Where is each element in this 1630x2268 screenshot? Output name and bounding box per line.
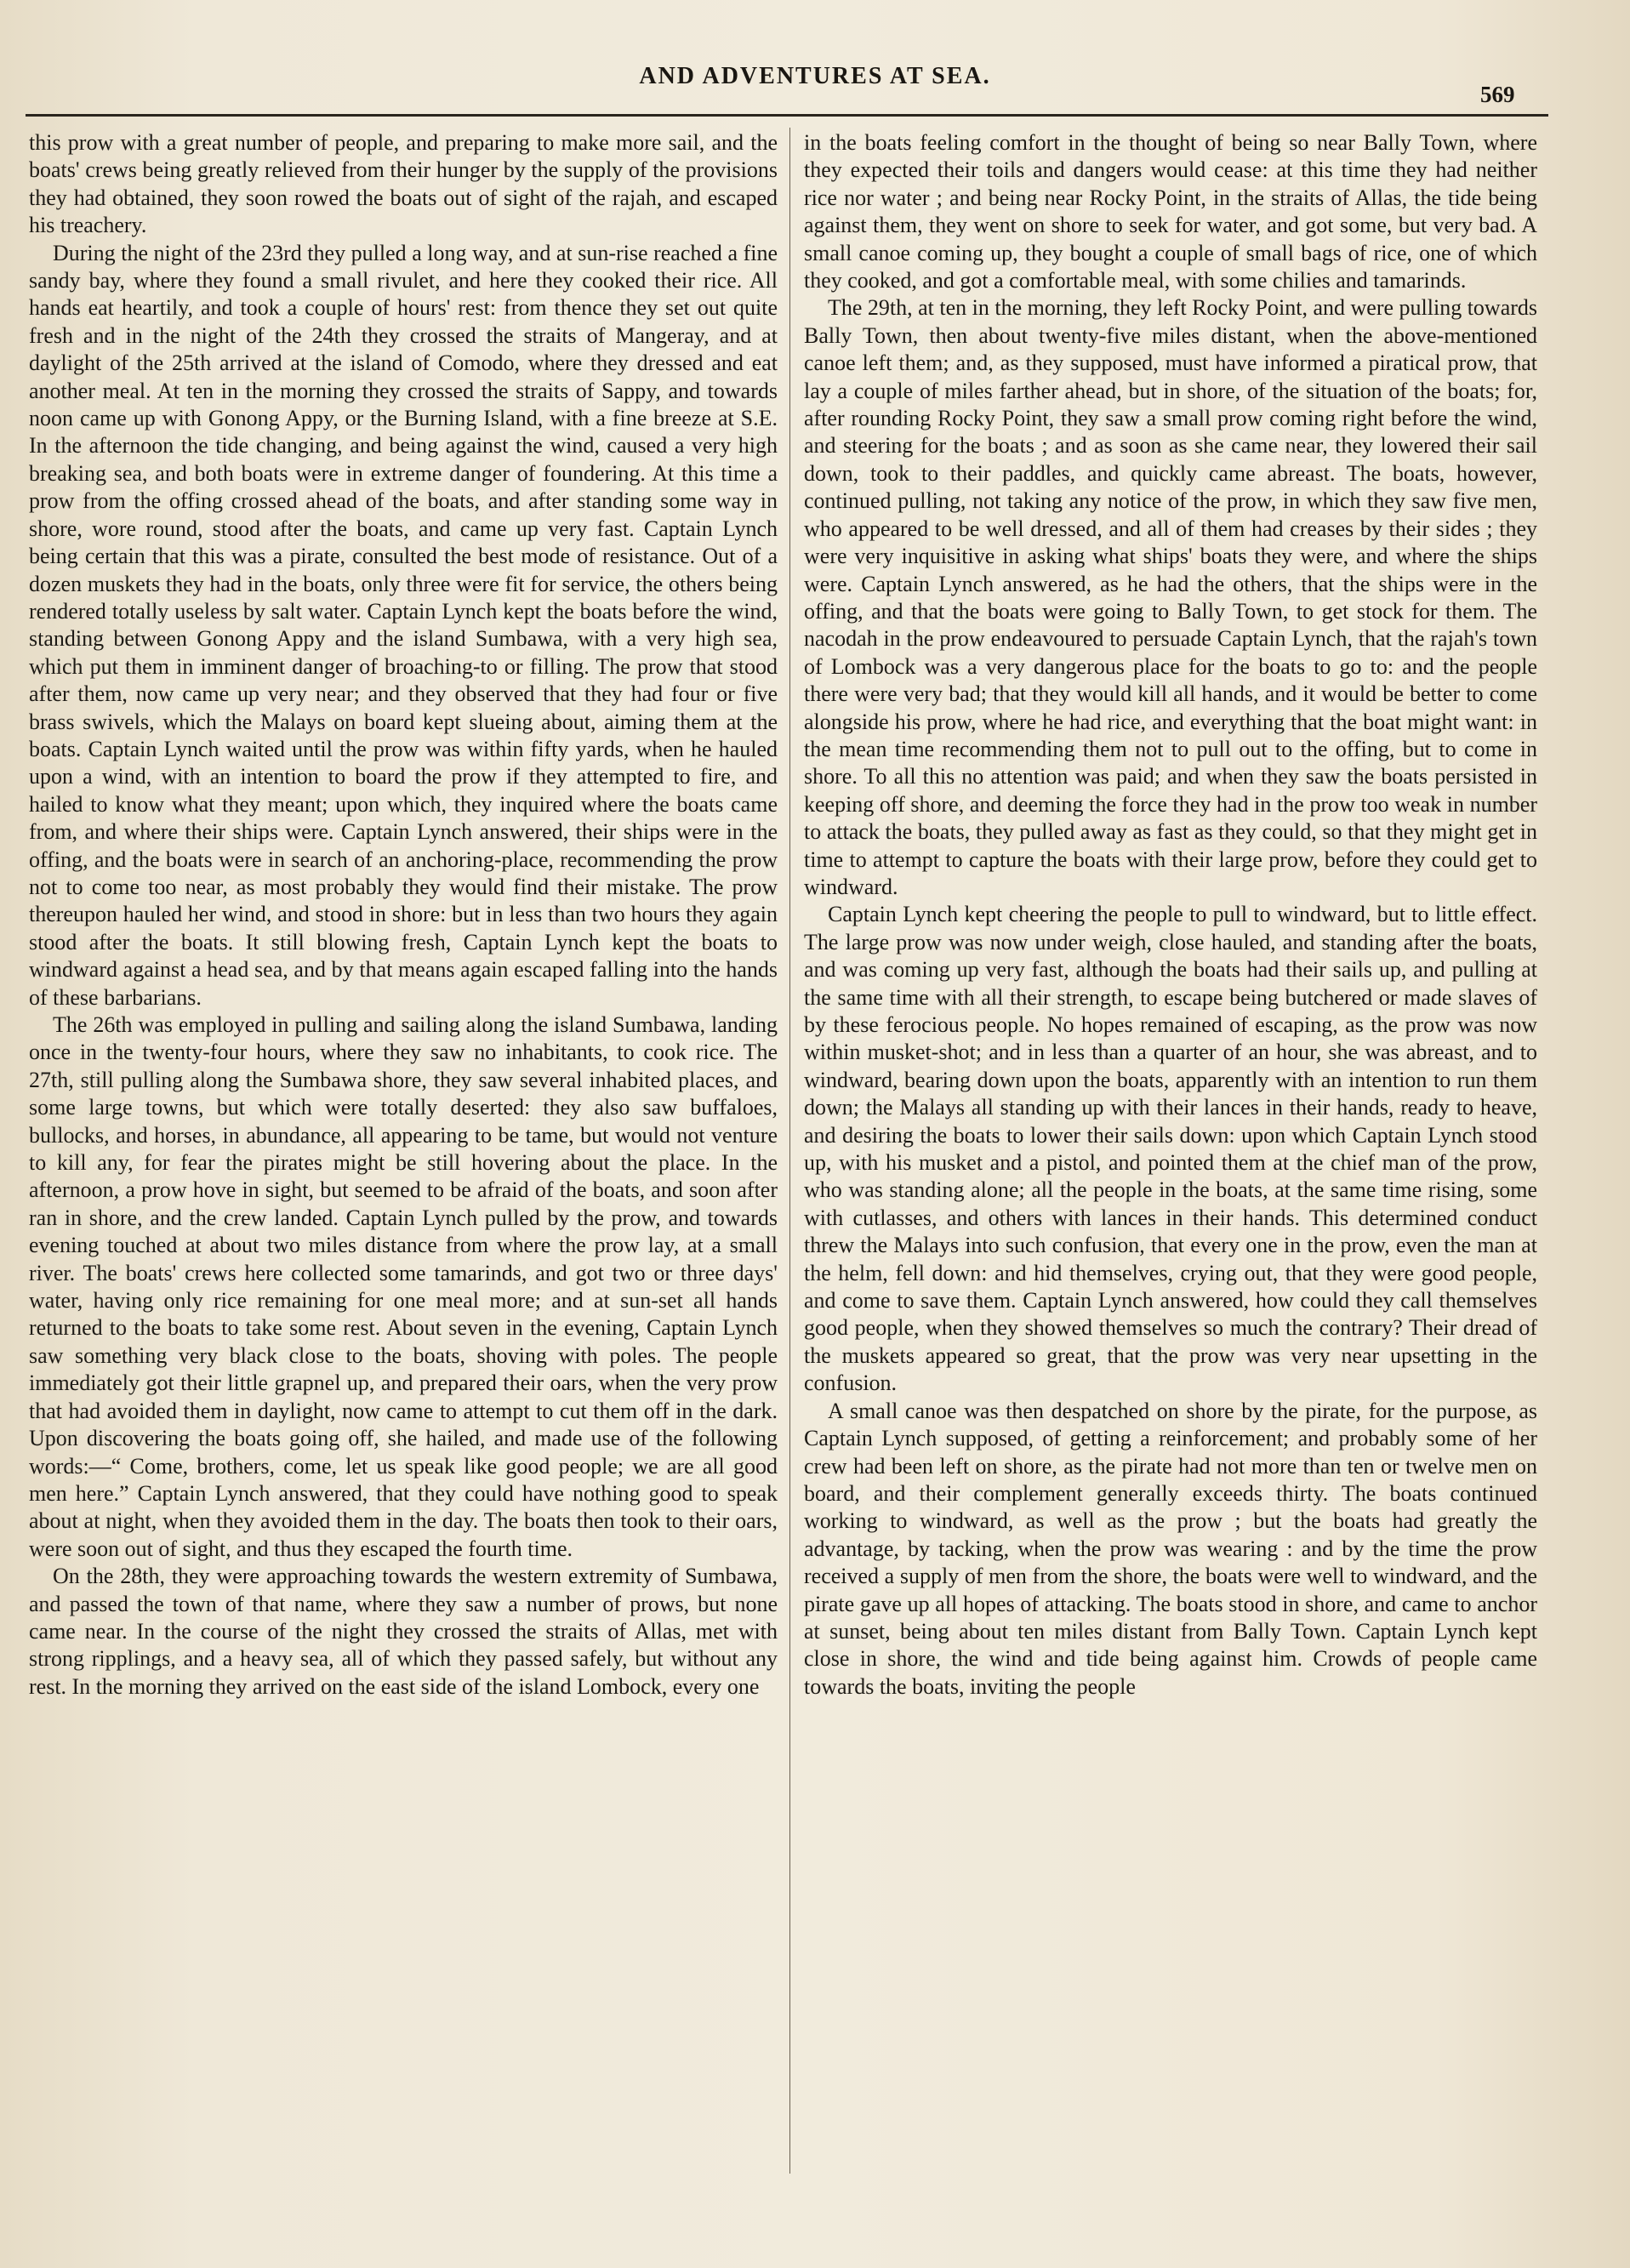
- paragraph: Captain Lynch kept cheering the people to pull to windward, but to little effect. The large prow was now under weigh, close hauled, and standing after the boats, and was coming up very fast, although the boats had their sails up, and pulling at the same time with all their strength, to escape being butchered or made slaves of by these ferocious people. No hopes remained of escaping, as the prow was now within musket-shot; and in less than a quarter of an hour, she was abreast, and to windward, bearing down upon the boats, apparently with an intention to run them down; the Malays all standing up with their lances in their hands, ready to heave, and desiring the boats to lower their sails down: upon which Captain Lynch stood up, with his musket and a pistol, and pointed them at the chief man of the prow, who was standing alone; all the people in the boats, at the same time rising, some with cutlasses, and others with lances in their hands. This determined conduct threw the Malays into such confusion, that every one in the prow, even the man at the helm, fell down: and hid themselves, crying out, that they were good people, and come to save them. Captain Lynch answered, how could they call themselves good people, when they showed themselves so much the contrary? Their dread of the muskets appeared so great, that the prow was very near upsetting in the confusion.: [804, 902, 1537, 1396]
- paragraph: in the boats feeling comfort in the thought of being so near Bally Town, where they expected their toils and dangers would cease: at this time they had neither rice nor water ; and being near Rocky Point, in the straits of Allas, the tide being against them, they went on shore to seek for water, and got some, but very bad. A small canoe coming up, they bought a couple of small bags of rice, one of which they cooked, and got a comfortable meal, with some chilies and tamarinds.: [804, 130, 1537, 293]
- paragraph: During the night of the 23rd they pulled a long way, and at sun-rise reached a fine sandy bay, where they found a small rivulet, and here they cooked their rice. All hands eat heartily, and took a couple of hours' rest: from thence they set out quite fresh and in the night of the 24th they crossed the straits of Mangeray, and at daylight of the 25th arrived at the island of Comodo, where they dressed and eat another meal. At ten in the morning they crossed the straits of Sappy, and towards noon came up with Gonong Appy, or the Burning Island, with a fine breeze at S.E. In the afternoon the tide changing, and being against the wind, caused a very high breaking sea, and both boats were in extreme danger of foundering. At this time a prow from the offing crossed ahead of the boats, and after standing some way in shore, wore round, stood after the boats, and came up very fast. Captain Lynch being certain that this was a pirate, consulted the best mode of resistance. Out of a dozen muskets they had in the boats, only three were fit for service, the others being rendered totally useless by salt water. Captain Lynch kept the boats before the wind, standing between Gonong Appy and the island Sumbawa, with a very high sea, which put them in imminent danger of broaching-to or filling. The prow that stood after them, now came up very near; and they observed that they had four or five brass swivels, which the Malays on board kept slueing about, aiming them at the boats. Captain Lynch waited until the prow was within fifty yards, when he hauled upon a wind, with an intention to board the prow if they attempted to fire, and hailed to know what they meant; upon which, they inquired where the boats came from, and where their ships were. Captain Lynch answered, their ships were in the offing, and the boats were in search of an anchoring-place, recommending the prow not to come too near, as most probably they would find their mistake. The prow thereupon hauled her wind, and stood in shore: but in less than two hours they again stood after the boats. It still blowing fresh, Captain Lynch kept the boats to windward against a head sea, and by that means again escaped falling into the hands of these barbarians.: [29, 240, 778, 1010]
- right-column: [804, 129, 1537, 2188]
- running-header-title: AND ADVENTURES AT SEA.: [639, 63, 991, 89]
- column-divider: [789, 128, 790, 2174]
- paragraph: this prow with a great number of people, and preparing to make more sail, and the boats' crews being greatly relieved from their hunger by the supply of the provisions they had obtained, they soon rowed the boats out of sight of the rajah, and escaped his treachery.: [29, 130, 778, 238]
- paragraph: The 29th, at ten in the morning, they left Rocky Point, and were pulling towards Bally Town, then about twenty-five miles distant, when the above-mentioned canoe left them; and, as they supposed, must have informed a piratical prow, that lay a couple of miles farther ahead, but in shore, of the situation of the boats; for, after rounding Rocky Point, they saw a small prow coming right before the wind, and steering for the boats ; and as soon as she came near, they lowered their sail down, took to their paddles, and quickly came abreast. The boats, however, continued pulling, not taking any notice of the prow, in which they saw five men, who appeared to be well dressed, and all of them had creases by their sides ; they were very inquisitive in asking what ships' boats they were, and where the ships were. Captain Lynch answered, as he had the others, that the ships were in the offing, and that the boats were going to Bally Town, to get stock for them. The nacodah in the prow endeavoured to persuade Captain Lynch, that the rajah's town of Lombock was a very dangerous place for the boats to go to: and the people there were very bad; that they would kill all hands, and it would be better to come alongside his prow, where he had rice, and everything that the boat might want: in the mean time recommending them not to pull out to the offing, but to come in shore. To all this no attention was paid; and when they saw the boats persisted in keeping off shore, and deeming the force they had in the prow too weak in number to attack the boats, they pulled away as fast as they could, so that they might get in time to attempt to capture the boats with their large prow, before they could get to windward.: [804, 295, 1537, 899]
- paragraph: The 26th was employed in pulling and sailing along the island Sumbawa, landing once in the twenty-four hours, where they saw no inhabitants, to cook rice. The 27th, still pulling along the Sumbawa shore, they saw several inhabited places, and some large towns, but which were totally deserted: they also saw buffaloes, bullocks, and horses, in abundance, all appearing to be tame, but would not venture to kill any, for fear the pirates might be still hovering about the place. In the afternoon, a prow hove in sight, but seemed to be afraid of the boats, and soon after ran in shore, and the crew landed. Captain Lynch pulled by the prow, and towards evening touched at about two miles distance from where the prow lay, at a small river. The boats' crews here collected some tamarinds, and got two or three days' water, having only rice remaining for one meal more; and at sun-set all hands returned to the boats to take some rest. About seven in the evening, Captain Lynch saw something very black close to the boats, shoving with poles. The people immediately got their little grapnel up, and prepared their oars, when the very prow that had avoided them in daylight, now came to attempt to cut them off in the dark. Upon discovering the boats going off, she hailed, and made use of the following words:—“ Come, brothers, come, let us speak like good people; we are all good men here.” Captain Lynch answered, that they could have nothing good to speak about at night, when they avoided them in the day. The boats then took to their oars, were soon out of sight, and thus they escaped the fourth time.: [29, 1012, 778, 1561]
- page-number: 569: [1480, 82, 1515, 107]
- paragraph: On the 28th, they were approaching towards the western extremity of Sumbawa, and passed the town of that name, where they saw a number of prows, but none came near. In the course of the night they crossed the straits of Allas, met with strong ripplings, and a heavy sea, all of which they passed safely, but without any rest. In the morning they arrived on the east side of the island Lombock, every one: [29, 1564, 778, 1699]
- paragraph: A small canoe was then despatched on shore by the pirate, for the purpose, as Captain Lynch supposed, of getting a reinforcement; and probably some of her crew had been left on shore, as the pirate had not more than ten or twelve men on board, and their complement generally exceeds thirty. The boats continued working to windward, as well as the prow ; but the boats had greatly the advantage, by tacking, when the prow was wearing : and by the time the prow received a supply of men from the shore, the boats were well to windward, and the pirate gave up all hopes of attacking. The boats stood in shore, and came to anchor at sunset, being about ten miles distant from Bally Town. Captain Lynch kept close in shore, the wind and tide being against him. Crowds of people came towards the boats, inviting the people: [804, 1398, 1537, 1699]
- header-rule: [26, 114, 1548, 117]
- left-column: [29, 129, 778, 2188]
